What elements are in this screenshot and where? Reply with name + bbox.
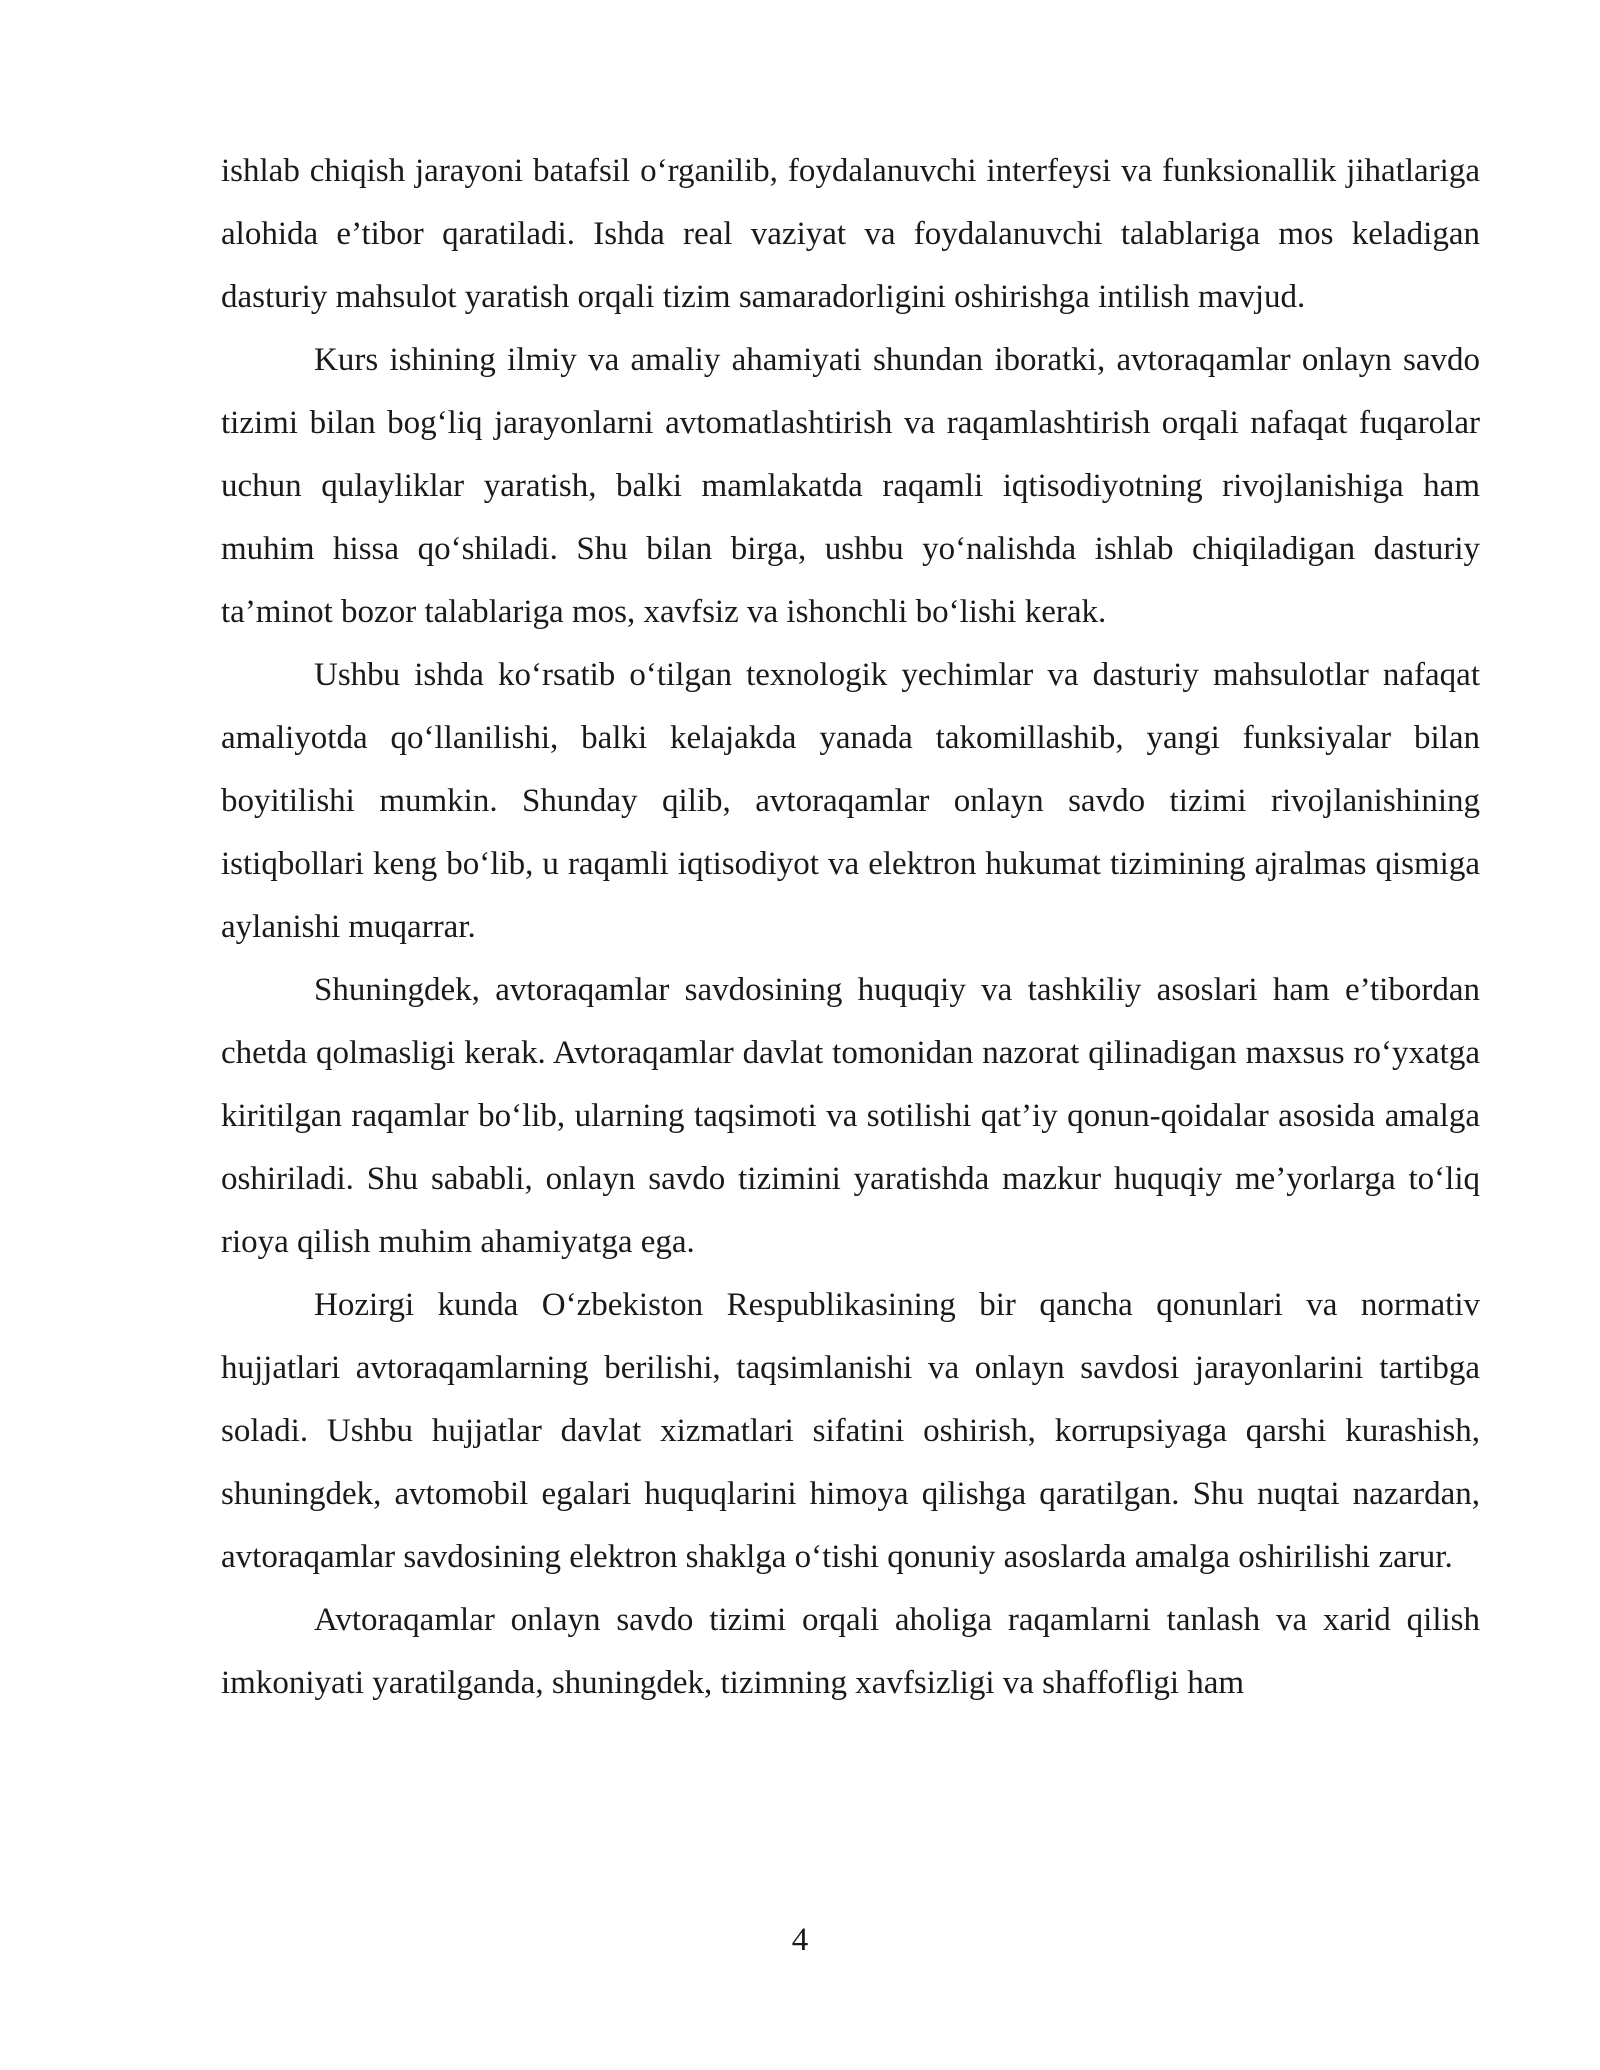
paragraph-continuation: ishlab chiqish jarayoni batafsil o‘rganilib, foydalanuvchi interfeysi va funksionallik jihatlariga alohida e’tibor qaratiladi. Ishda real vaziyat va foydalanuvchi talablariga mos keladigan dasturiy mahsulot yaratish orqali tizim samaradorligini oshirishga intilish mavjud. (221, 153, 1480, 315)
paragraph-technological-solutions: Ushbu ishda ko‘rsatib o‘tilgan texnologik yechimlar va dasturiy mahsulotlar nafaqat amaliyotda qo‘llanilishi, balki kelajakda yanada takomillashib, yangi funksiyalar bilan boyitilishi mumkin. Shunday qilib, avtoraqamlar onlayn savdo tizimi rivojlanishining istiqbollari keng bo‘lib, u raqamli iqtisodiyot va elektron hukumat tizimining ajralmas qismiga aylanishi muqarrar. (221, 657, 1480, 945)
paragraph-online-trading: Avtoraqamlar onlayn savdo tizimi orqali aholiga raqamlarni tanlash va xarid qilish imkoniyati yaratilganda, shuningdek, tizimning xavfsizligi va shaffofligi ham (221, 1602, 1480, 1701)
body-text (221, 140, 1480, 1715)
paragraph-regulations: Hozirgi kunda O‘zbekiston Respublikasining bir qancha qonunlari va normativ hujjatlari avtoraqamlarning berilishi, taqsimlanishi va onlayn savdosi jarayonlarini tartibga soladi. Ushbu hujjatlar davlat xizmatlari sifatini oshirish, korrupsiyaga qarshi kurashish, shuningdek, avtomobil egalari huquqlarini himoya qilishga qaratilgan. Shu nuqtai nazardan, avtoraqamlar savdosining elektron shaklga o‘tishi qonuniy asoslarda amalga oshirilishi zarur. (221, 1287, 1480, 1575)
paragraph-legal-basis: Shuningdek, avtoraqamlar savdosining huquqiy va tashkiliy asoslari ham e’tibordan chetda qolmasligi kerak. Avtoraqamlar davlat tomonidan nazorat qilinadigan maxsus ro‘yxatga kiritilgan raqamlar bo‘lib, ularning taqsimoti va sotilishi qat’iy qonun-qoidalar asosida amalga oshiriladi. Shu sababli, onlayn savdo tizimini yaratishda mazkur huquqiy me’yorlarga to‘liq rioya qilish muhim ahamiyatga ega. (221, 972, 1480, 1260)
paragraph-scientific-significance: Kurs ishining ilmiy va amaliy ahamiyati shundan iboratki, avtoraqamlar onlayn savdo tizimi bilan bog‘liq jarayonlarni avtomatlashtirish va raqamlashtirish orqali nafaqat fuqarolar uchun qulayliklar yaratish, balki mamlakatda raqamli iqtisodiyotning rivojlanishiga ham muhim hissa qo‘shiladi. Shu bilan birga, ushbu yo‘nalishda ishlab chiqiladigan dasturiy ta’minot bozor talablariga mos, xavfsiz va ishonchli bo‘lishi kerak. (221, 342, 1480, 630)
page-number: 4 (791, 1922, 809, 1958)
